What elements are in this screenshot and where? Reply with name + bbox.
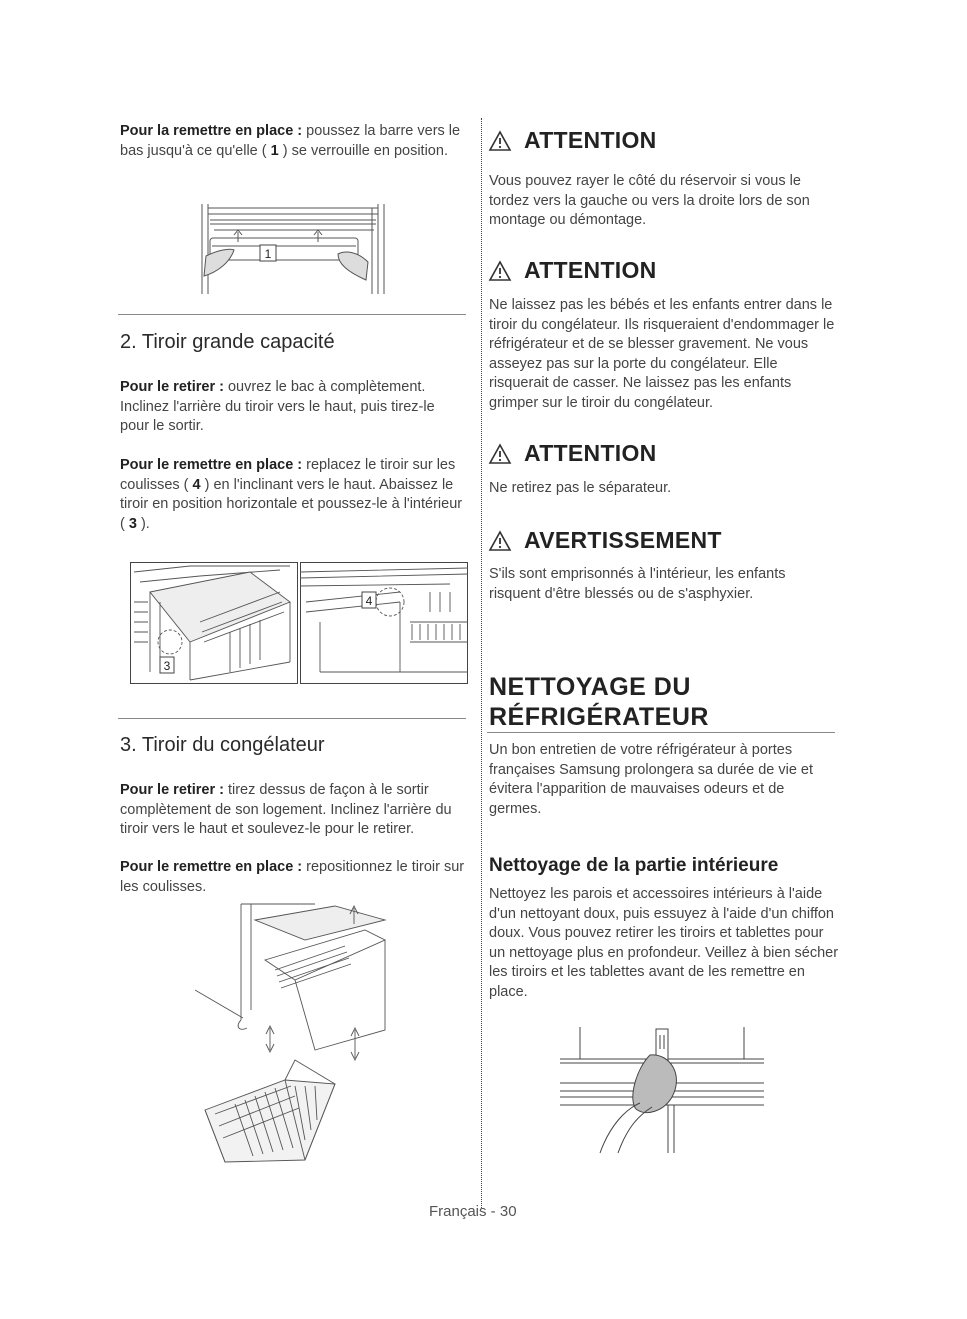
reinstall-text-mid: ) en l'inclinant vers le haut. Abaissez le tiroir en position horizontale et poussez-le à l'intérieur ( [120,476,463,532]
reinstall-text-end: ) se verrouille en position. [278,142,448,159]
attention-title: ATTENTION [524,440,657,466]
step-number: 1 [270,142,279,159]
reinstall-bar-paragraph [120,122,465,161]
divider [118,718,466,719]
divider [487,732,835,733]
interior-cleaning-title: Nettoyage de la partie intérieure [489,855,779,876]
cleaning-title [489,672,709,732]
divider [118,314,466,315]
reinstall-label: Pour le remettre en place : [120,457,303,473]
fig2-label-3: 3 [163,659,171,673]
page-footer: Français - 30 [429,1203,517,1220]
cleaning-title-line2: RÉFRIGÉRATEUR [489,703,709,731]
attention-text-1: Vous pouvez rayer le côté du réservoir si vous le tordez vers la gauche ou vers la droite lors de son montage ou démontage. [489,173,810,228]
reinstall-text: poussez la barre vers le bas jusqu'à ce qu'elle ( [120,123,461,159]
section-3-title: 3. Tiroir du congélateur [120,734,325,756]
bar-lock-illustration [198,202,390,294]
attention-heading-3 [488,440,657,467]
fig2-label-4: 4 [365,594,373,608]
warning-triangle-icon [488,130,512,152]
warning-heading [488,527,722,554]
drawer-slide-illustration-right [300,562,468,684]
remove-label: Pour le retirer : [120,782,224,798]
column-divider [481,118,482,1208]
interior-cleaning-text: Nettoyez les parois et accessoires intérieurs à l'aide d'un nettoyant doux, puis essuyez à l'aide d'un chiffon doux. Vous pouvez retirer les tiroirs et tablettes pour un nettoyage plus en profondeur. Veillez à bien sécher les tiroirs et les tablettes avant de les remettre en place. [489,886,839,1000]
reinstall-text: repositionnez le tiroir sur les coulisses. [120,859,465,895]
attention-title: ATTENTION [524,257,657,283]
remove-label: Pour le retirer : [120,379,224,395]
reinstall-label: Pour la remettre en place : [120,123,303,139]
reinstall-text: replacez le tiroir sur les coulisses ( [120,457,456,493]
reinstall-freezer-drawer-paragraph [120,858,470,897]
reinstall-label: Pour le remettre en place : [120,859,303,875]
reinstall-text-end: ). [136,515,150,532]
warning-text: S'ils sont emprisonnés à l'intérieur, les enfants risquent d'être blessés ou de s'asphyxier. [489,566,786,602]
wiping-shelf-illustration [560,1025,764,1155]
reinstall-large-drawer-paragraph [120,456,465,534]
attention-heading-2 [488,257,657,284]
remove-text: tirez dessus de façon à le sortir complètement de son logement. Inclinez l'arrière du tiroir vers le haut et soulevez-le pour le retirer. [120,782,452,837]
attention-title: ATTENTION [524,127,657,153]
warning-triangle-icon [488,443,512,465]
freezer-drawer-illustration [195,900,395,1168]
attention-heading-1 [488,127,657,154]
warning-triangle-icon [488,260,512,282]
cleaning-title-line1: NETTOYAGE DU [489,673,691,701]
attention-text-2: Ne laissez pas les bébés et les enfants entrer dans le tiroir du congélateur. Ils risqueraient d'endommager le réfrigérateur et de se blesser gravement. Ne vous asseyez pas sur la porte du congélateur. Elle risquerait de casser. Ne laissez pas les enfants grimper sur le tiroir du congélateur. [489,297,835,411]
remove-text: ouvrez le bac à complètement. Inclinez l'arrière du tiroir vers le haut, puis tirez-le pour le sortir. [120,379,435,434]
remove-freezer-drawer-paragraph [120,781,465,840]
warning-triangle-icon [488,530,512,552]
warning-title: AVERTISSEMENT [524,527,722,553]
step-number: 4 [192,476,201,493]
attention-text-3: Ne retirez pas le séparateur. [489,480,672,496]
step-number: 3 [128,515,137,532]
fig1-label: 1 [264,247,272,261]
drawer-slide-illustration-left [130,562,298,684]
cleaning-intro: Un bon entretien de votre réfrigérateur à portes françaises Samsung prolongera sa durée de vie et évitera l'apparition de mauvaises odeurs et de germes. [489,742,814,817]
remove-large-drawer-paragraph [120,378,465,437]
section-2-title: 2. Tiroir grande capacité [120,331,335,353]
